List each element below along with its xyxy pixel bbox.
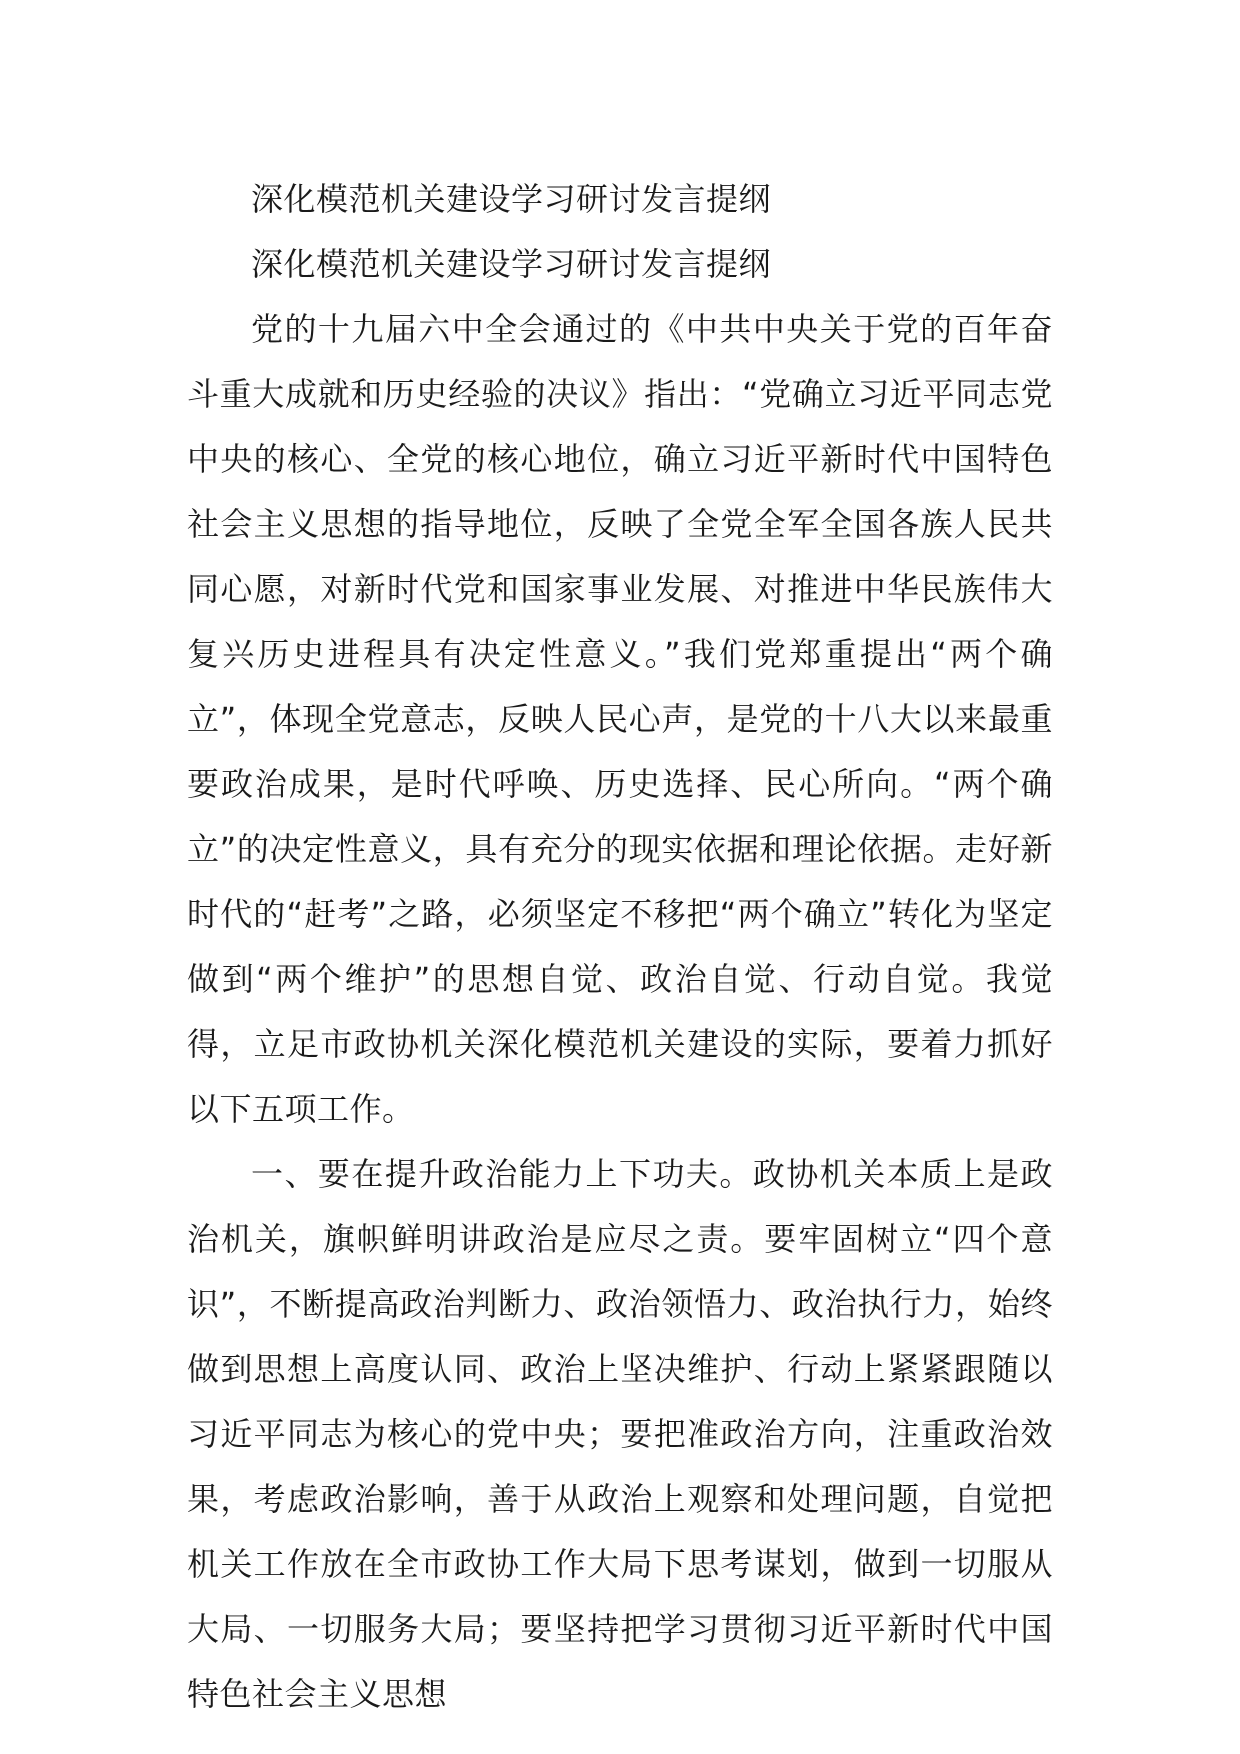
body-paragraph-intro: 党的十九届六中全会通过的《中共中央关于党的百年奋斗重大成就和历史经验的决议》指出：“党确立习近平同志党中央的核心、全党的核心地位，确立习近平新时代中国特色社会主义思想的指导地位，反映了全党全军全国各族人民共同心愿，对新时代党和国家事业发展、对推进中华民族伟大复兴历史进程具有决定性意义。”我们党郑重提出“两个确立”，体现全党意志，反映人民心声，是党的十八大以来最重要政治成果，是时代呼唤、历史选择、民心所向。“两个确立”的决定性意义，具有充分的现实依据和理论依据。走好新时代的“赶考”之路，必须坚定不移把“两个确立”转化为坚定做到“两个维护”的思想自觉、政治自觉、行动自觉。我觉得，立足市政协机关深化模范机关建设的实际，要着力抓好以下五项工作。 [187,310,1053,1128]
document-title: 深化模范机关建设学习研讨发言提纲 [251,180,772,218]
document-subtitle: 深化模范机关建设学习研讨发言提纲 [251,245,772,283]
document-page [187,167,1053,1727]
body-paragraph-section-one: 一、要在提升政治能力上下功夫。政协机关本质上是政治机关，旗帜鲜明讲政治是应尽之责。要牢固树立“四个意识”，不断提高政治判断力、政治领悟力、政治执行力，始终做到思想上高度认同、政治上坚决维护、行动上紧紧跟随以习近平同志为核心的党中央；要把准政治方向，注重政治效果，考虑政治影响，善于从政治上观察和处理问题，自觉把机关工作放在全市政协工作大局下思考谋划，做到一切服从大局、一切服务大局；要坚持把学习贯彻习近平新时代中国特色社会主义思想 [187,1155,1053,1713]
